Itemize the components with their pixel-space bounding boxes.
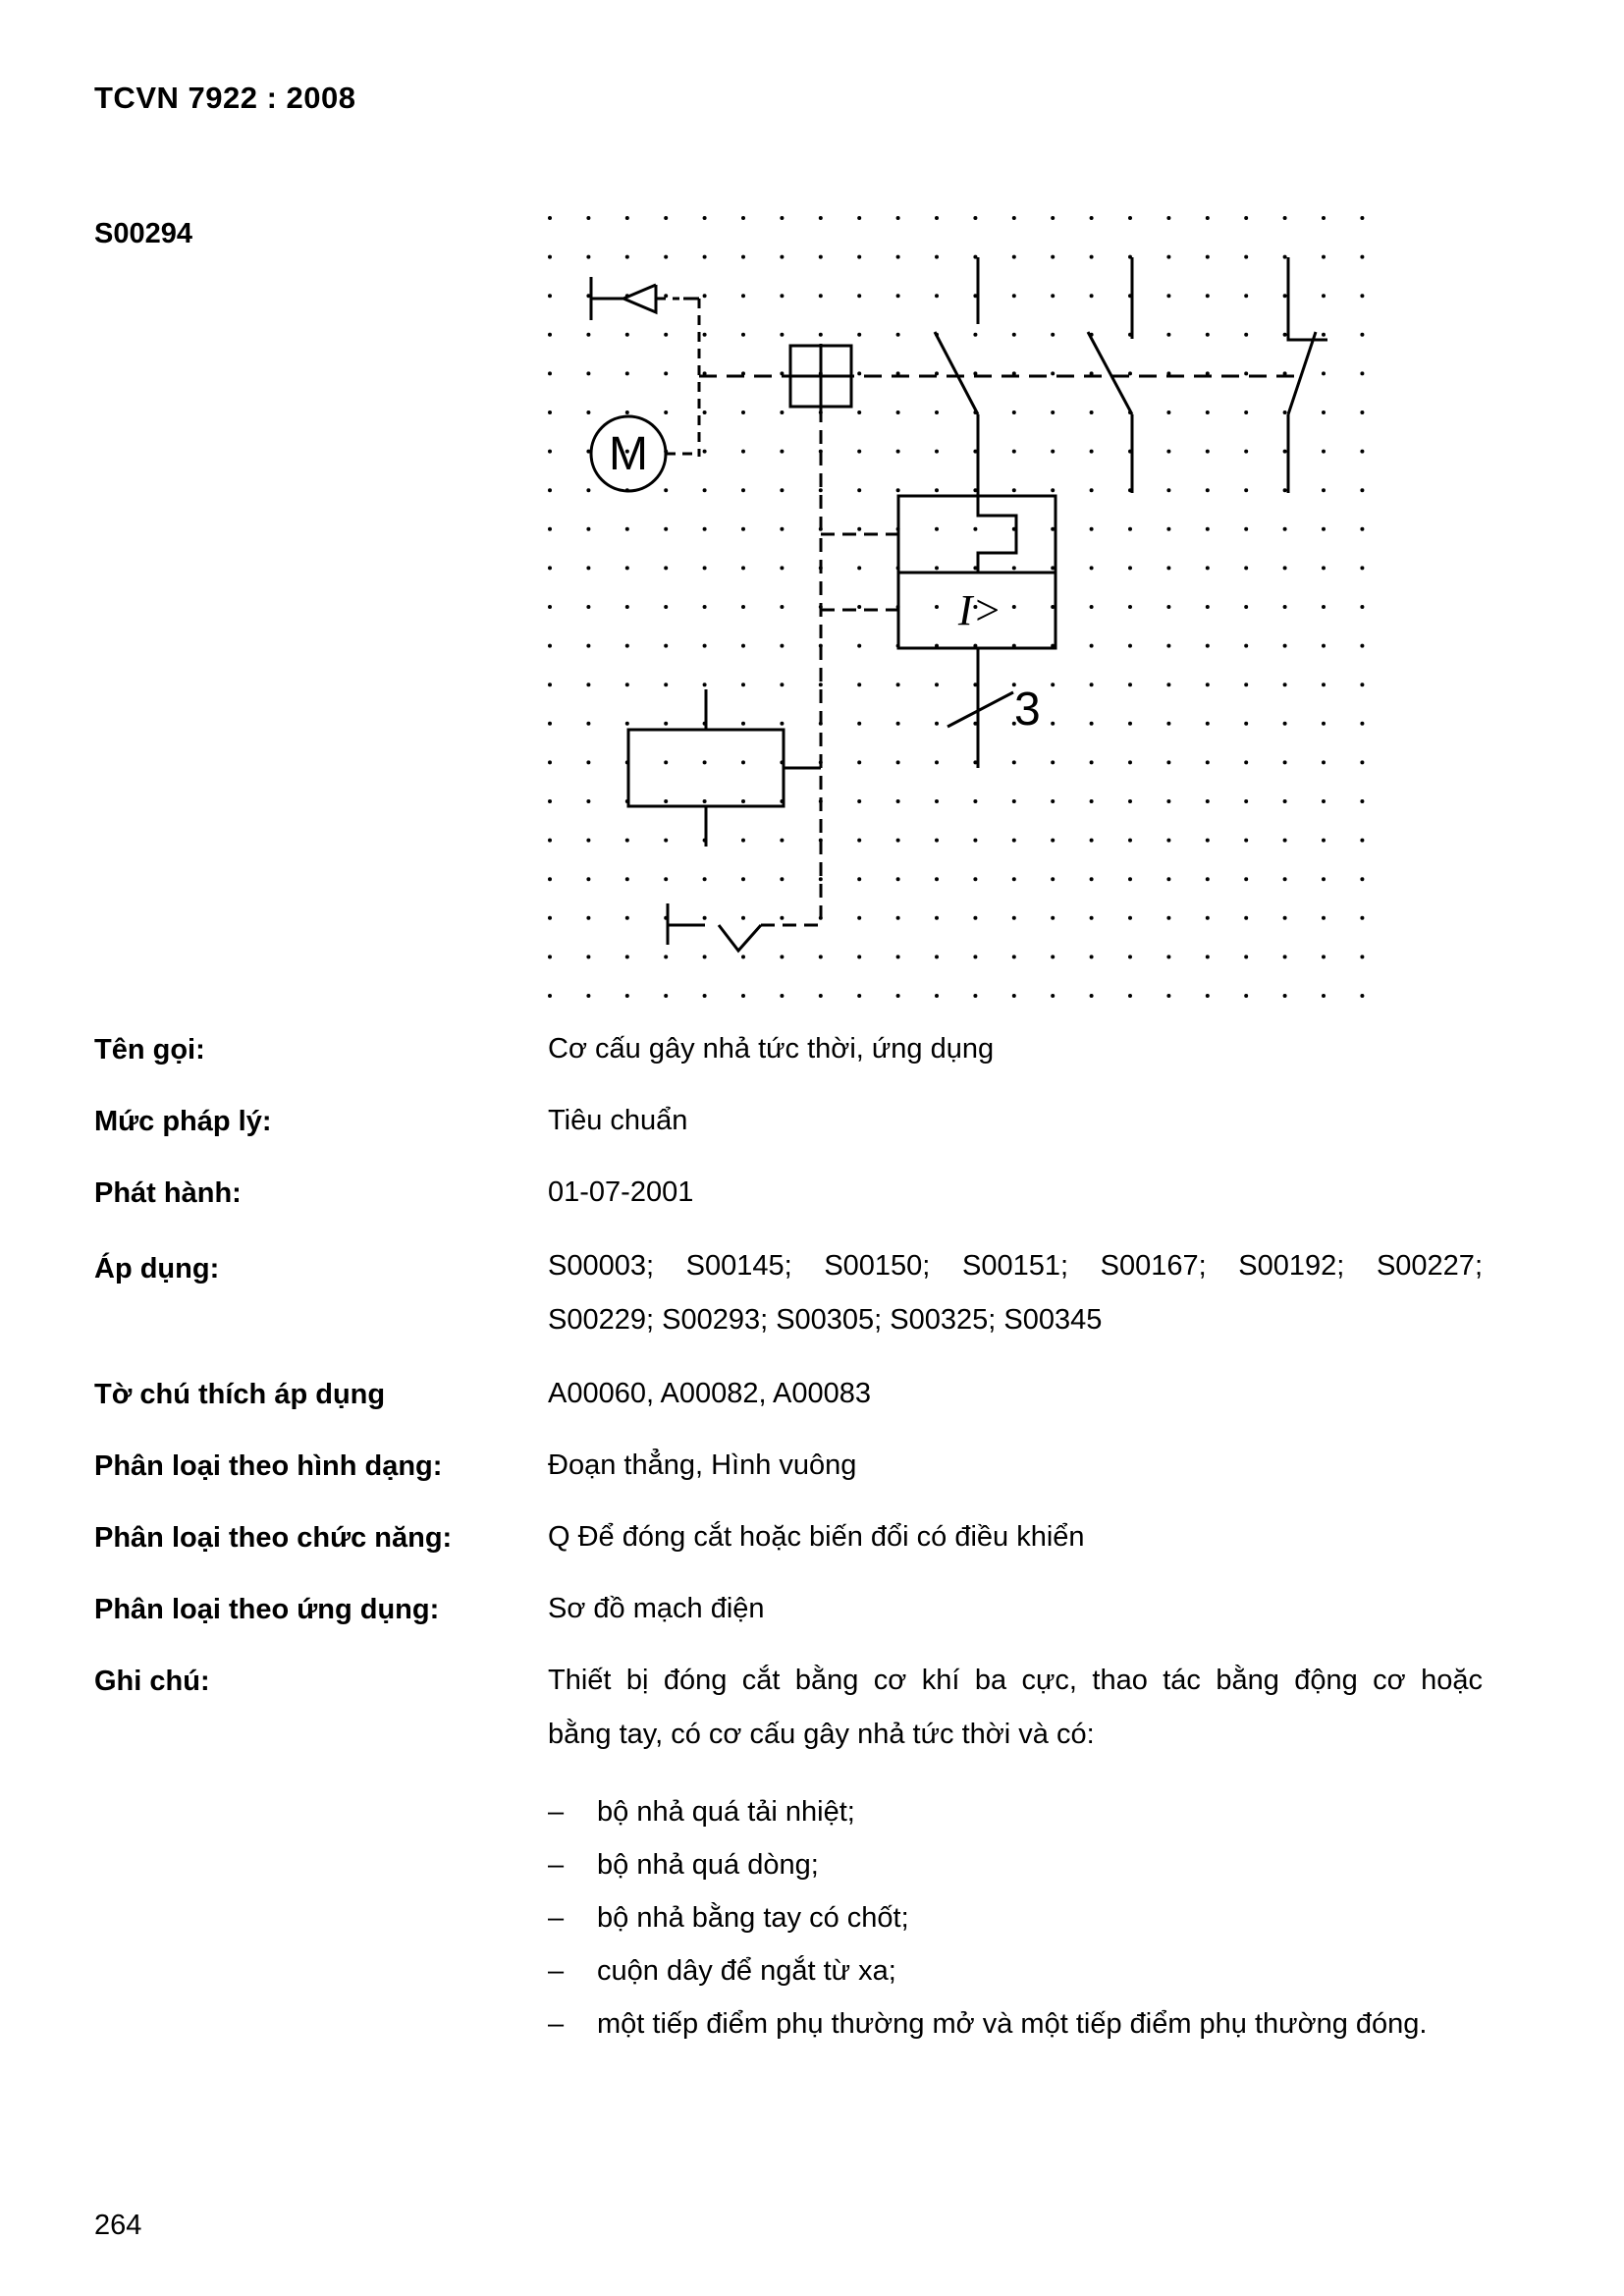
field-label: Phân loại theo hình dạng: <box>94 1450 443 1482</box>
list-bullet: – <box>548 1955 565 1987</box>
list-item-text: bộ nhả quá tải nhiệt; <box>597 1796 855 1828</box>
list-bullet: – <box>548 1902 565 1934</box>
field-label: Tên gọi: <box>94 1034 205 1066</box>
symbol-code: S00294 <box>94 218 192 249</box>
list-bullet: – <box>548 2008 565 2040</box>
field-value: 01-07-2001 <box>548 1176 694 1208</box>
document-header: TCVN 7922 : 2008 <box>94 81 356 115</box>
field-value: Q Để đóng cắt hoặc biến đổi có điều khiển <box>548 1521 1085 1553</box>
grid-dots <box>548 216 1364 998</box>
field-value: Tiêu chuẩn <box>548 1105 688 1136</box>
list-item <box>548 1838 1428 1891</box>
list-item-text: bộ nhả bằng tay có chốt; <box>597 1902 909 1934</box>
field-label: Áp dụng: <box>94 1253 220 1285</box>
field-value-line: bằng tay, có cơ cấu gây nhả tức thời và có: <box>548 1719 1095 1750</box>
pole-count-label: 3 <box>1014 683 1041 736</box>
notes-list <box>548 1785 1428 2050</box>
latch-square <box>788 344 853 409</box>
field-value-line: S00003; S00145; S00150; S00151; S00167; S00192; S00227; <box>548 1250 1483 1282</box>
motor-letter: M <box>609 428 648 480</box>
field-label: Ghi chú: <box>94 1666 210 1697</box>
list-bullet: – <box>548 1796 565 1828</box>
list-bullet: – <box>548 1849 565 1881</box>
field-value: Đoạn thẳng, Hình vuông <box>548 1449 857 1481</box>
field-value-line: S00229; S00293; S00305; S00325; S00345 <box>548 1304 1103 1336</box>
list-item-text: cuộn dây để ngắt từ xa; <box>597 1955 896 1987</box>
list-item-text: một tiếp điểm phụ thường mở và một tiếp điểm phụ thường đóng. <box>597 2008 1428 2040</box>
field-value: Sơ đồ mạch điện <box>548 1593 765 1624</box>
field-label: Tờ chú thích áp dụng <box>94 1379 386 1410</box>
page-number: 264 <box>94 2210 142 2241</box>
circuit-symbol-diagram <box>530 201 1394 1016</box>
list-item <box>548 1891 1428 1944</box>
overcurrent-symbol: I> <box>957 586 1002 634</box>
trip-coil <box>628 689 821 847</box>
latch-operator <box>668 903 821 951</box>
list-item <box>548 1997 1428 2050</box>
field-value-line: Thiết bị đóng cắt bằng cơ khí ba cực, thao tác bằng động cơ hoặc <box>548 1665 1483 1696</box>
field-value: Cơ cấu gây nhả tức thời, ứng dụng <box>548 1033 995 1065</box>
field-label: Phát hành: <box>94 1177 242 1209</box>
field-label: Phân loại theo ứng dụng: <box>94 1594 440 1625</box>
list-item-text: bộ nhả quá dòng; <box>597 1849 819 1881</box>
field-label: Mức pháp lý: <box>94 1106 272 1137</box>
list-item <box>548 1944 1428 1997</box>
field-label: Phân loại theo chức năng: <box>94 1522 453 1554</box>
field-value: A00060, A00082, A00083 <box>548 1378 871 1409</box>
list-item <box>548 1785 1428 1838</box>
